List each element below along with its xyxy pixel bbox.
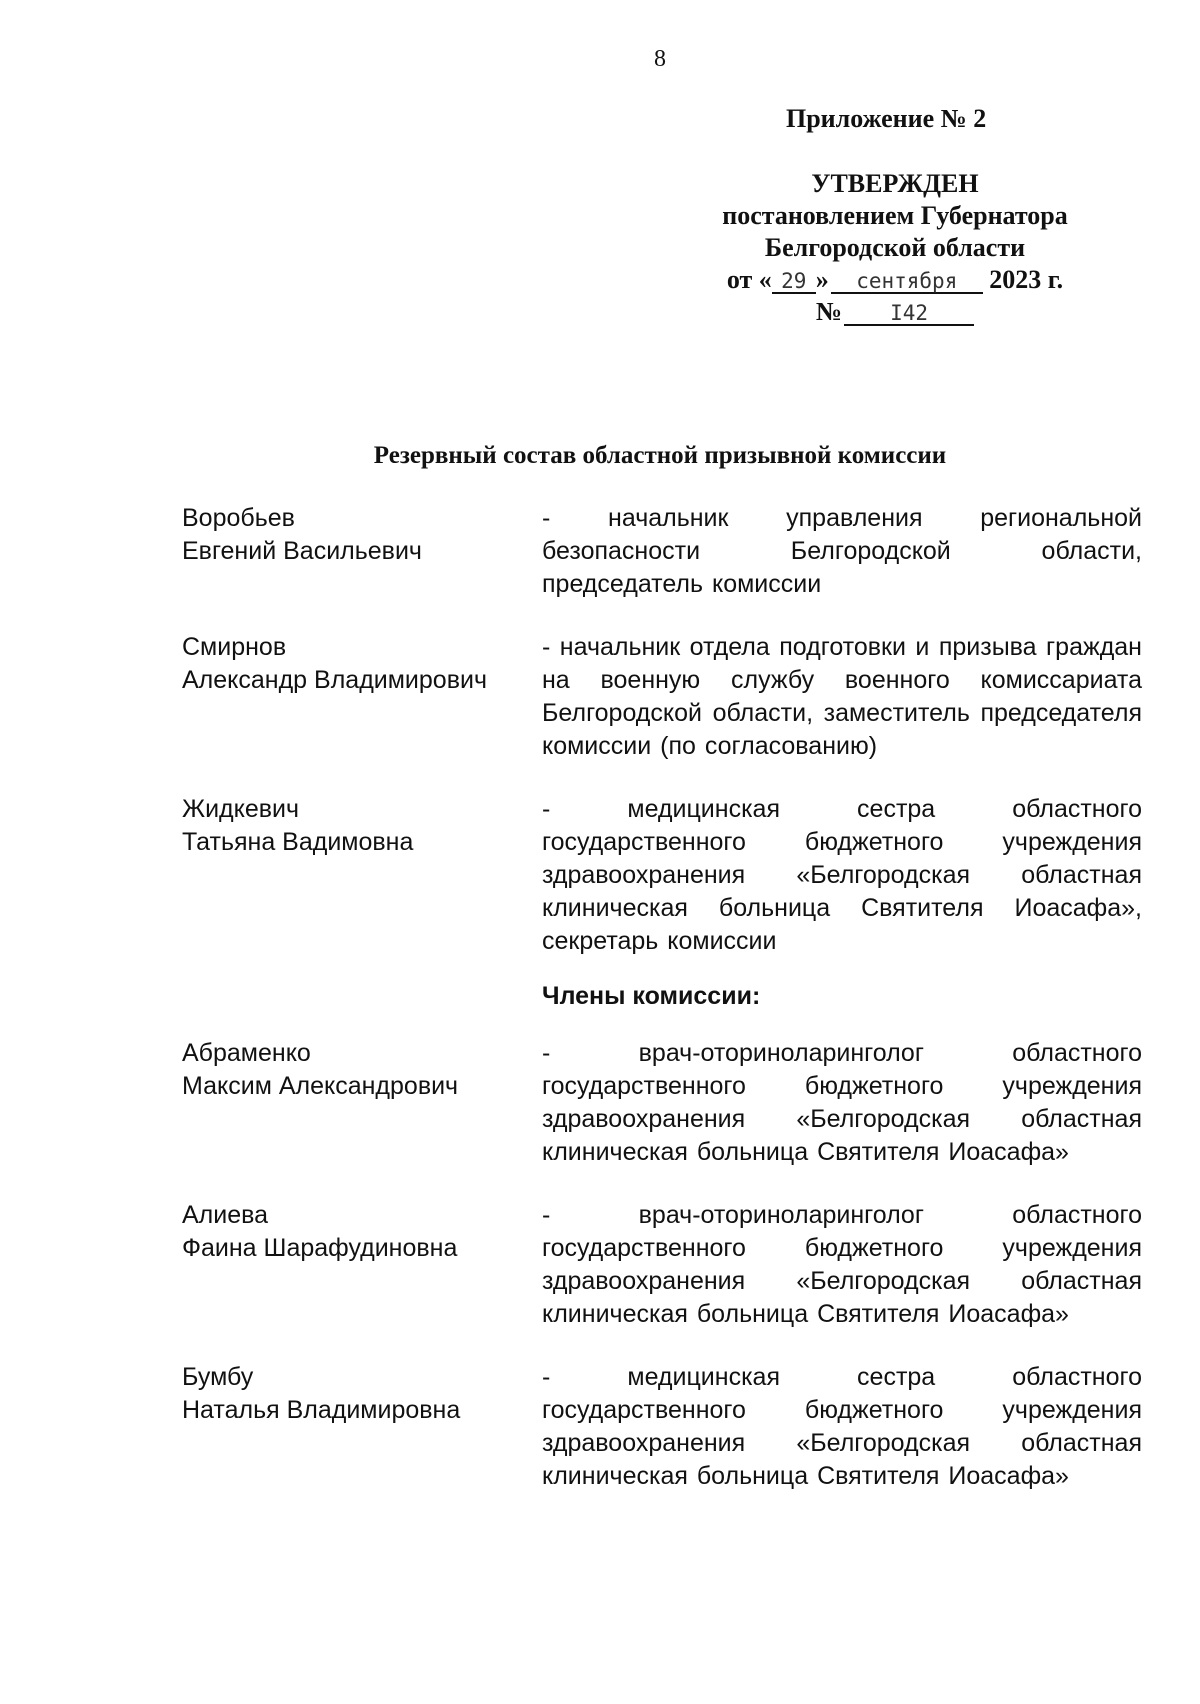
person-given-names: Наталья Владимировна: [182, 1396, 461, 1424]
commission-roster: [182, 502, 1142, 1523]
date-day: 29: [772, 270, 816, 294]
approval-authority: постановлением Губернатора: [722, 201, 1068, 230]
person-role: - начальник отдела подготовки и призыва граждан на военную службу военного комиссариата Белгородской области, заместитель председателя комиссии (по согласованию): [542, 633, 1142, 760]
person-surname: Бумбу: [182, 1363, 254, 1391]
date-year: 2023 г.: [989, 265, 1064, 294]
person-given-names: Евгений Васильевич: [182, 537, 422, 565]
person-given-names: Фаина Шарафудиновна: [182, 1234, 458, 1262]
document-title: Резервный состав областной призывной комиссии: [373, 442, 947, 469]
person-name: [182, 1361, 542, 1493]
person-given-names: Максим Александрович: [182, 1072, 459, 1100]
approval-number: [700, 296, 1090, 328]
roster-entry: [182, 1361, 1142, 1493]
person-role: - медицинская сестра областного государственного бюджетного учреждения здравоохранения «Белгородская областная клиническая больница Святителя Иоасафа», секретарь комиссии: [542, 795, 1142, 955]
roster-entry: [182, 1037, 1142, 1169]
date-month: сентября: [831, 270, 983, 294]
person-name: [182, 502, 542, 601]
approval-heading: УТВЕРЖДЕН: [811, 169, 979, 198]
person-role: - медицинская сестра областного государственного бюджетного учреждения здравоохранения «Белгородская областная клиническая больница Святителя Иоасафа»: [542, 1363, 1142, 1490]
roster-entry: [182, 502, 1142, 601]
person-name: [182, 1199, 542, 1331]
members-list: [182, 1037, 1142, 1493]
person-surname: Смирнов: [182, 633, 287, 661]
appendix-label: Приложение № 2: [786, 104, 987, 133]
roster-entry: [182, 1199, 1142, 1331]
number-prefix: №: [815, 297, 843, 326]
person-surname: Абраменко: [182, 1039, 311, 1067]
person-name: [182, 631, 542, 763]
number-value: I42: [844, 302, 974, 326]
person-role: - врач-оториноларинголог областного государственного бюджетного учреждения здравоохранения «Белгородская областная клиническая больница Святителя Иоасафа»: [542, 1201, 1142, 1328]
person-name: [182, 1037, 542, 1169]
date-mid: »: [815, 265, 829, 294]
leadership-list: [182, 502, 1142, 958]
page-number: 8: [654, 46, 666, 72]
date-prefix: от «: [726, 265, 772, 294]
approval-date: [700, 264, 1090, 296]
members-heading: Члены комиссии:: [542, 982, 761, 1010]
roster-entry: [182, 793, 1142, 958]
person-name: [182, 793, 542, 958]
roster-entry: [182, 631, 1142, 763]
approval-block: [700, 168, 1090, 328]
person-surname: Жидкевич: [182, 795, 300, 823]
person-given-names: Александр Владимирович: [182, 666, 487, 694]
person-role: - врач-оториноларинголог областного государственного бюджетного учреждения здравоохранения «Белгородская областная клиническая больница Святителя Иоасафа»: [542, 1039, 1142, 1166]
person-given-names: Татьяна Вадимовна: [182, 828, 414, 856]
person-surname: Воробьев: [182, 504, 295, 532]
person-role: - начальник управления региональной безопасности Белгородской области, председатель комиссии: [542, 504, 1142, 598]
person-surname: Алиева: [182, 1201, 269, 1229]
approval-region: Белгородской области: [764, 233, 1026, 262]
